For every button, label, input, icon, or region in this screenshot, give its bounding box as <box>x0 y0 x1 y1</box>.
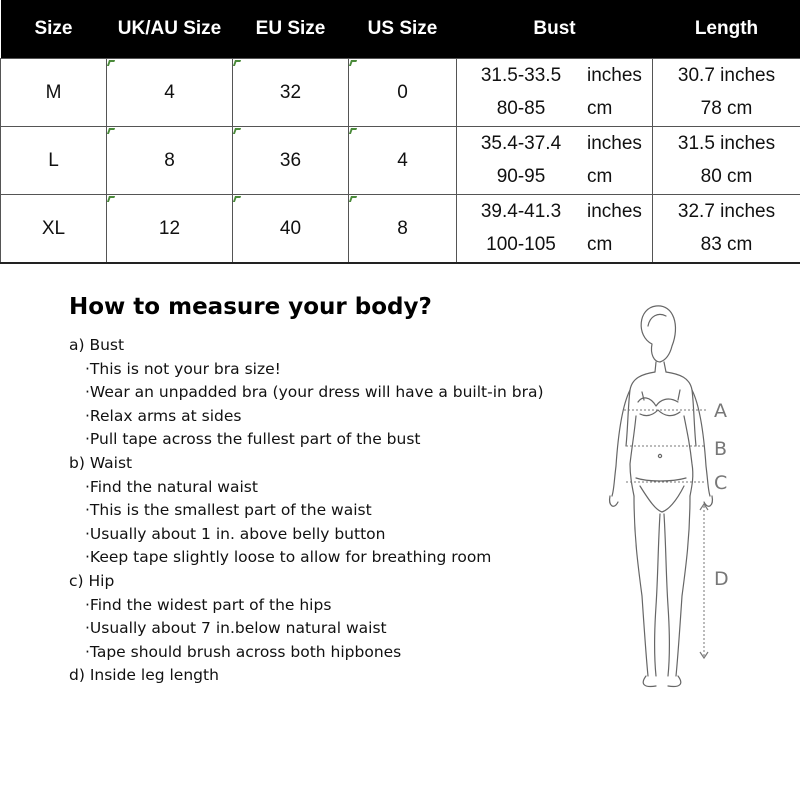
header-eu-size: EU Size <box>233 0 349 59</box>
guide-section-bust <box>69 334 544 452</box>
cell-eu-size: 36 <box>233 127 349 195</box>
cell-us-size: 4 <box>349 127 457 195</box>
section-heading: b) Waist <box>69 453 133 472</box>
bust-cm-value: 100-105 <box>486 234 556 256</box>
guide-tip: ·Find the natural waist <box>85 477 258 496</box>
section-heading: d) Inside leg length <box>69 666 219 685</box>
bust-inches-value: 39.4-41.3 <box>480 200 562 222</box>
cell-bust <box>457 59 653 127</box>
cell-us-size: 8 <box>349 195 457 264</box>
guide-section-inside-leg <box>69 664 544 688</box>
guide-tip: ·Tape should brush across both hipbones <box>85 642 402 661</box>
guide-section-waist <box>69 452 544 570</box>
table-header-row <box>1 0 800 59</box>
header-uk-au-size: UK/AU Size <box>107 0 233 59</box>
length-cm: 78 cm <box>700 98 753 120</box>
bust-inches-unit: inches <box>587 200 642 222</box>
guide-tip: ·Find the widest part of the hips <box>85 595 332 614</box>
header-bust: Bust <box>457 0 653 59</box>
cell-size: XL <box>1 195 107 264</box>
marker-a: A <box>714 400 727 422</box>
length-cm: 80 cm <box>700 166 753 188</box>
cell-length <box>653 127 800 195</box>
guide-title: How to measure your body? <box>69 294 432 320</box>
cell-uk-au-size: 12 <box>107 195 233 264</box>
body-outline-illustration <box>596 296 736 696</box>
cell-length <box>653 195 800 264</box>
guide-tip: ·Usually about 7 in.below natural waist <box>85 619 387 638</box>
guide-tip: ·Wear an unpadded bra (your dress will have a built-in bra) <box>85 383 544 402</box>
guide-tip: ·Pull tape across the fullest part of the bust <box>85 430 421 449</box>
bust-cm-unit: cm <box>587 234 613 256</box>
cell-uk-au-size: 4 <box>107 59 233 127</box>
section-heading: c) Hip <box>69 571 115 590</box>
bust-inches-unit: inches <box>587 132 642 154</box>
bust-cm-unit: cm <box>587 98 613 120</box>
marker-d: D <box>714 568 729 590</box>
cell-eu-size: 40 <box>233 195 349 264</box>
cell-eu-size: 32 <box>233 59 349 127</box>
bust-cm-unit: cm <box>587 166 613 188</box>
table-row <box>1 195 800 264</box>
table-row <box>1 127 800 195</box>
bust-inches-value: 31.5-33.5 <box>480 64 562 86</box>
section-heading: a) Bust <box>69 336 125 354</box>
cell-size: M <box>1 59 107 127</box>
cell-size: L <box>1 127 107 195</box>
length-inches: 31.5 inches <box>677 132 776 154</box>
length-cm: 83 cm <box>700 234 753 256</box>
marker-c: C <box>714 472 728 494</box>
guide-tip: ·This is not your bra size! <box>85 359 281 378</box>
bust-inches-value: 35.4-37.4 <box>480 132 562 154</box>
cell-uk-au-size: 8 <box>107 127 233 195</box>
guide-tip: ·This is the smallest part of the waist <box>85 501 372 520</box>
length-inches: 30.7 inches <box>677 64 776 86</box>
cell-length <box>653 59 800 127</box>
table-row <box>1 59 800 127</box>
header-size: Size <box>1 0 107 59</box>
header-us-size: US Size <box>349 0 457 59</box>
length-inches: 32.7 inches <box>677 200 776 222</box>
cell-bust <box>457 195 653 264</box>
bust-cm-value: 80-85 <box>496 98 546 120</box>
guide-tip: ·Usually about 1 in. above belly button <box>85 524 386 543</box>
guide-tip: ·Relax arms at sides <box>85 406 242 425</box>
guide-tip: ·Keep tape slightly loose to allow for breathing room <box>85 548 492 567</box>
marker-b: B <box>714 438 728 460</box>
header-length: Length <box>653 0 800 59</box>
body-measurement-figure <box>596 296 736 696</box>
cell-bust <box>457 127 653 195</box>
size-chart-table <box>0 0 800 264</box>
bust-inches-unit: inches <box>587 64 642 86</box>
guide-section-hip <box>69 570 544 664</box>
cell-us-size: 0 <box>349 59 457 127</box>
bust-cm-value: 90-95 <box>496 166 546 188</box>
measurement-guide <box>69 334 544 688</box>
